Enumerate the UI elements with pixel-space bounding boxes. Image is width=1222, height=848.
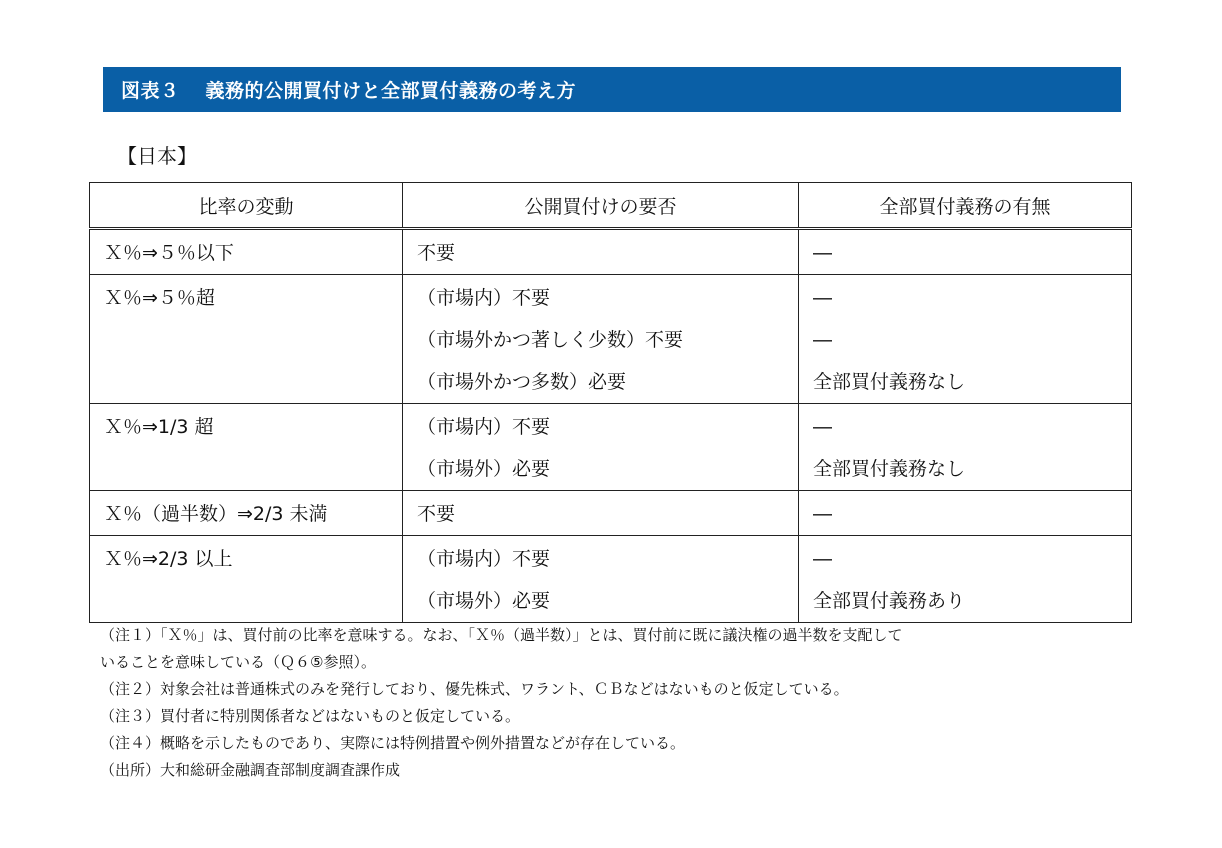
ratio-change-cell: Ｘ％（過半数）⇒2/3 未満 — [90, 491, 403, 536]
requirement-cell: 不要 — [403, 491, 799, 536]
requirement-cell: （市場内）不要 （市場外かつ著しく少数）不要 （市場外かつ多数）必要 — [403, 275, 799, 404]
note-4: （注４）概略を示したものであり、実際には特例措置や例外措置などが存在している。 — [100, 734, 686, 752]
footnotes — [100, 622, 1130, 784]
table-row — [90, 404, 1132, 491]
obligation-cell: ― ― 全部買付義務なし — [799, 275, 1132, 404]
figure-title: 義務的公開買付けと全部買付義務の考え方 — [205, 80, 577, 102]
requirement-cell: 不要 — [403, 229, 799, 275]
source-note: （出所）大和総研金融調査部制度調査課作成 — [100, 761, 401, 779]
note-1-continued: いることを意味している（Ｑ６⑤参照）。 — [100, 653, 376, 671]
tender-offer-table — [89, 182, 1132, 623]
header-full-purchase-obligation: 全部買付義務の有無 — [799, 183, 1132, 229]
obligation-cell: ― 全部買付義務なし — [799, 404, 1132, 491]
note-3: （注３）買付者に特別関係者などはないものと仮定している。 — [100, 707, 521, 725]
region-label: 【日本】 — [117, 144, 197, 168]
note-1: （注１）「Ｘ％」は、買付前の比率を意味する。なお、「Ｘ％（過半数）」とは、買付前に既に議決権の過半数を支配して — [100, 626, 903, 644]
requirement-cell: （市場内）不要 （市場外）必要 — [403, 536, 799, 623]
ratio-change-cell: Ｘ％⇒５％以下 — [90, 229, 403, 275]
header-ratio-change: 比率の変動 — [90, 183, 403, 229]
header-tender-offer-required: 公開買付けの要否 — [403, 183, 799, 229]
ratio-change-cell: Ｘ％⇒2/3 以上 — [90, 536, 403, 623]
requirement-cell: （市場内）不要 （市場外）必要 — [403, 404, 799, 491]
table-row — [90, 275, 1132, 404]
table-row — [90, 229, 1132, 275]
table-header-row — [90, 183, 1132, 229]
figure-title-banner — [103, 67, 1121, 112]
ratio-change-cell: Ｘ％⇒1/3 超 — [90, 404, 403, 491]
obligation-cell: ― 全部買付義務あり — [799, 536, 1132, 623]
table-row — [90, 491, 1132, 536]
obligation-cell: ― — [799, 491, 1132, 536]
obligation-cell: ― — [799, 229, 1132, 275]
table-row — [90, 536, 1132, 623]
ratio-change-cell: Ｘ％⇒５％超 — [90, 275, 403, 404]
figure-number: 図表３ — [121, 80, 180, 102]
note-2: （注２）対象会社は普通株式のみを発行しており、優先株式、ワラント、ＣＢなどはないものと仮定している。 — [100, 680, 849, 698]
